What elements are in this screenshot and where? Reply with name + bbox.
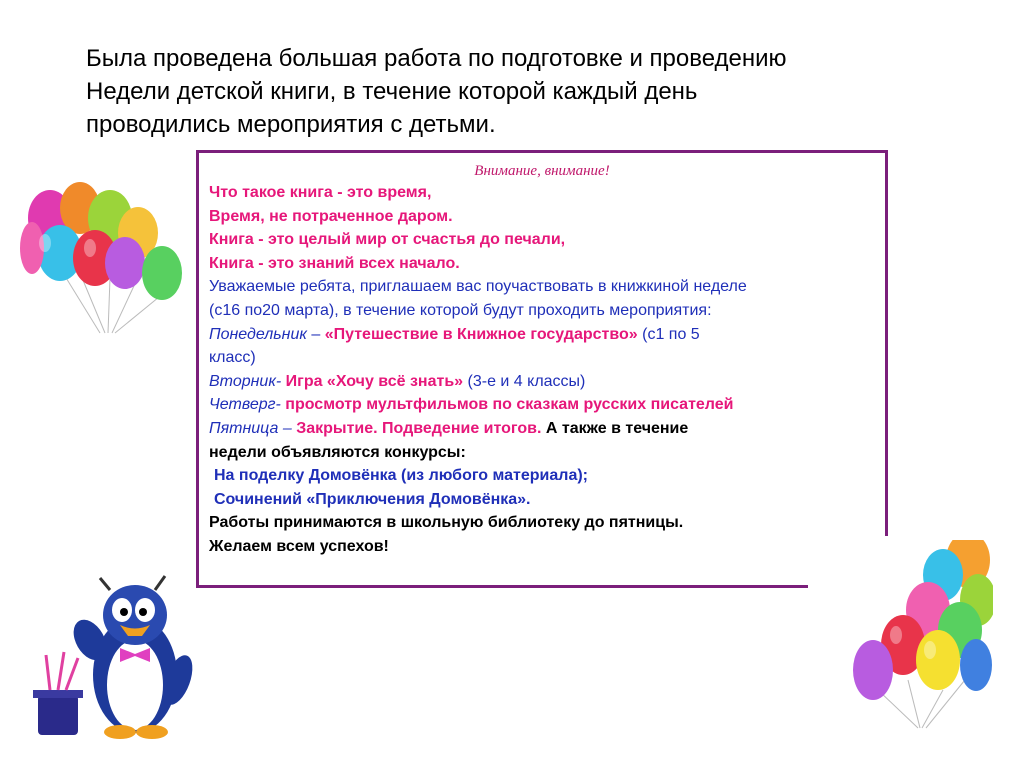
event-name: Игра «Хочу всё знать» <box>281 372 464 390</box>
invitation-line: Уважаемые ребята, приглашаем вас поучаствовать в книжкиной неделе <box>209 278 747 296</box>
contest-item: Сочинений «Приключения Домовёнка». <box>214 490 531 508</box>
day-name: Вторник- <box>209 372 282 390</box>
also-text: А также в течение <box>541 419 689 437</box>
event-name: «Путешествие в Книжное государство» <box>324 325 638 343</box>
schedule-tuesday <box>209 370 875 394</box>
dash: – <box>306 325 325 343</box>
balloons-left-icon <box>20 178 190 338</box>
event-classes: (3-е и 4 классы) <box>463 372 586 390</box>
schedule-friday <box>209 417 875 441</box>
event-classes: класс) <box>209 349 256 367</box>
day-name: Четверг- <box>209 396 281 414</box>
event-name: Закрытие. Подведение итогов. <box>291 419 542 437</box>
poem-line: Что такое книга - это время, <box>209 184 432 201</box>
announcement-box <box>196 150 888 588</box>
poem-line: Время, не потраченное даром. <box>209 207 453 225</box>
schedule-monday <box>209 323 875 347</box>
balloons-right-icon <box>848 540 993 730</box>
invitation-line: (с16 по20 марта), в течение которой будут проходить мероприятия: <box>209 301 712 319</box>
day-name: Пятница – <box>209 419 292 437</box>
poem-line: Книга - это знаний всех начало. <box>209 254 460 272</box>
intro-line: Была проведена большая работа по подготовке и проведению <box>86 45 787 72</box>
event-classes: (с1 по 5 <box>637 325 700 343</box>
closing-line: Желаем всем успехов! <box>209 537 389 555</box>
intro-text <box>86 42 886 141</box>
poem-line: Книга - это целый мир от счастья до печали, <box>209 231 566 249</box>
schedule-thursday <box>209 393 875 417</box>
announcement-title: Внимание, внимание! <box>474 163 610 179</box>
event-name: просмотр мультфильмов по сказкам русских писателей <box>280 396 734 414</box>
domovenok-penguin-icon <box>30 570 200 745</box>
contest-item: На поделку Домовёнка (из любого материала); <box>214 467 588 485</box>
closing-line: Работы принимаются в школьную библиотеку до пятницы. <box>209 514 684 532</box>
intro-line: Недели детской книги, в течение которой каждый день <box>86 78 698 105</box>
contest-intro: недели объявляются конкурсы: <box>209 443 466 461</box>
day-name: Понедельник <box>209 325 307 343</box>
intro-line: проводились мероприятия с детьми. <box>86 111 496 138</box>
